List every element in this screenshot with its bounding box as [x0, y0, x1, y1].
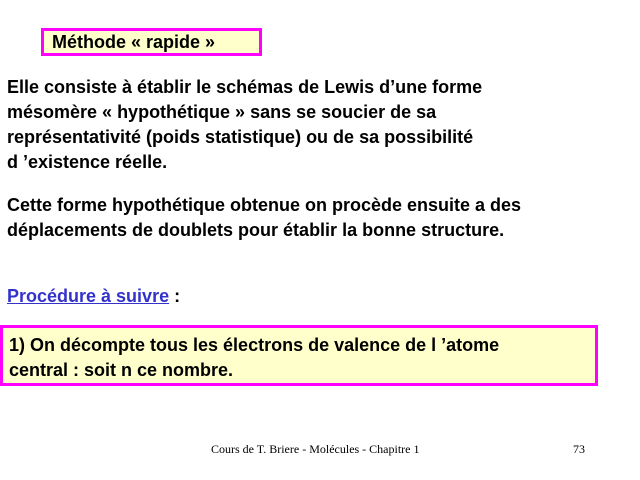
- page-number: 73: [573, 442, 585, 456]
- paragraph-line: d ’existence réelle.: [7, 152, 168, 172]
- slide-title-text: Méthode « rapide »: [52, 32, 216, 52]
- paragraph-line: Elle consiste à établir le schémas de Lewis d’une forme: [7, 77, 483, 97]
- intro-paragraph: [7, 75, 482, 175]
- step-1-box: [0, 325, 598, 386]
- paragraph-line: déplacements de doublets pour établir la bonne structure.: [7, 220, 505, 240]
- step-line: central : soit n ce nombre.: [9, 360, 234, 380]
- procedure-heading: [7, 284, 180, 309]
- footer-text: Cours de T. Briere - Molécules - Chapitre 1: [211, 442, 420, 456]
- second-paragraph: [7, 193, 521, 243]
- paragraph-line: représentativité (poids statistique) ou de sa possibilité: [7, 127, 474, 147]
- slide-title: [41, 28, 262, 56]
- procedure-suffix: :: [169, 286, 181, 306]
- step-line: 1) On décompte tous les électrons de valence de l ’atome: [9, 335, 500, 355]
- paragraph-line: Cette forme hypothétique obtenue on procède ensuite a des: [7, 195, 522, 215]
- paragraph-line: mésomère « hypothétique » sans se soucier de sa: [7, 102, 437, 122]
- procedure-link[interactable]: Procédure à suivre: [7, 286, 170, 306]
